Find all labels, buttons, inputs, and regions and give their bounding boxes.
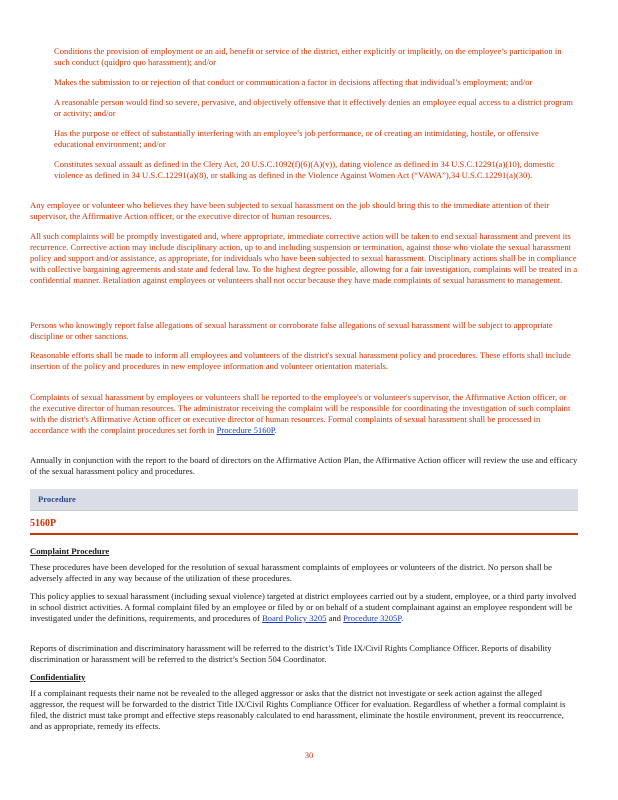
investigation-paragraph: All such complaints will be promptly investigated and, where appropriate, immediate corrective action will be taken to end sexual harassment and prevent its recurrence. Corrective action may include disciplinary action, up to and including suspension or termination, against those who violate the sexual harassment policy and support and/or assistance, as appropriate, for individuals who have been subjected to sexual harassment. Disciplinary actions shall be in compliance with collective bargaining agreements and state and federal law. To the highest degree possible, allowing for a fair investigation, complaints will be treated in a confidential manner. Retaliation against employees or volunteers shall not occur because they have made complaints of sexual harassment to management. — [30, 231, 578, 285]
bullet-icon — [30, 128, 54, 150]
confidentiality-heading — [30, 672, 85, 683]
procedure-code: 5160P — [30, 518, 578, 535]
complaints-paragraph — [30, 392, 578, 436]
bullet-text: Constitutes sexual assault as defined in the Clery Act, 20 U.S.C.1092(f)(6)(A)(v)), dating violence as defined in 34 U.S.C.12291(a)(10), domestic violence as defined in 34 U.S.C.12291(a)(8), or stalking as defined in the Violence Against Women Act (“VAWA”),34 U.S.C.12291(a)(30). — [54, 159, 555, 180]
procedure-section-bar — [30, 489, 578, 511]
list-item — [30, 46, 578, 68]
complaints-end: . — [274, 425, 277, 435]
policy-applies-end: . — [401, 613, 404, 623]
list-item — [30, 128, 578, 150]
list-item — [30, 77, 578, 88]
procedure-bar-label: Procedure — [38, 494, 76, 504]
policy-applies-text: This policy applies to sexual harassment (including sexual violence) targeted at district employees carried out by a student, employee, or a third party involved in school district activities. A formal complaint filed by an employee or filed by or on behalf of a student complainant against an employee respondent will be investigated under the definitions, requirements, and procedures of — [30, 591, 577, 623]
procedure-5160p-link[interactable]: Procedure 5160P — [216, 425, 275, 435]
procedure-3205p-link[interactable]: Procedure 3205P — [343, 613, 402, 623]
bullet-text: Has the purpose or effect of substantially interfering with an employee’s job performance, or of creating an intimidating, hostile, or offensive educational environment; and/or — [54, 128, 539, 149]
complaint-procedure-heading-text: Complaint Procedure — [30, 546, 110, 556]
discrimination-reports-paragraph: Reports of discrimination and discriminatory harassment will be referred to the district’s Title IX/Civil Rights Compliance Officer. Reports of disability discrimination or harassment will be referred to the district’s Section 504 Coordinator. — [30, 643, 552, 664]
complaint-procedure-heading — [30, 546, 109, 557]
bullet-icon — [30, 46, 54, 68]
bullet-list — [30, 46, 578, 190]
bullet-text: A reasonable person would find so severe, pervasive, and objectively offensive that it effectively denies an employee equal access to a district program or activity; and/or — [54, 97, 573, 118]
complaints-text: Complaints of sexual harassment by employees or volunteers shall be reported to the employee's or volunteer's supervisor, the Affirmative Action officer, or the executive director of human resources. The administrator receiving the complaint will be responsible for coordinating the investigation of such complaint with the district's Affirmative Action officer or executive director of human resources. Formal complaints of sexual harassment shall be processed in accordance with the complaint procedures set forth in — [30, 392, 571, 435]
and-text: and — [326, 613, 344, 623]
bullet-icon — [30, 97, 54, 119]
bullet-text: Conditions the provision of employment or an aid, benefit or service of the district, either explicitly or implicitly, on the employee’s participation in such conduct (quidpro quo harassment); and/or — [54, 46, 562, 67]
list-item — [30, 159, 578, 181]
false-allegations-paragraph: Persons who knowingly report false allegations of sexual harassment or corroborate false allegations of sexual harassment will be subject to appropriate discipline or other sanctions. — [30, 320, 553, 341]
procedures-intro-paragraph: These procedures have been developed for the resolution of sexual harassment complaints of employees or volunteers of the district. No person shall be adversely affected in any way because of the utilization of these procedures. — [30, 562, 552, 583]
confidentiality-paragraph: If a complainant requests their name not be revealed to the alleged aggressor or asks that the district not investigate or seek action against the alleged aggressor, the request will be forwarded to the district Title IX/Civil Rights Compliance Officer for evaluation. Regardless of whether a formal complaint is filed, the district must take prompt and effective steps reasonably calculated to end harassment, eliminate the hostile environment, prevent its reoccurrence, and as appropriate, remedy its effects. — [30, 688, 566, 731]
bullet-icon — [30, 159, 54, 181]
reporting-paragraph: Any employee or volunteer who believes they have been subjected to sexual harassment on the job should bring this to the immediate attention of their supervisor, the Affirmative Action officer, or the executive director of human resources. — [30, 200, 550, 221]
inform-paragraph: Reasonable efforts shall be made to inform all employees and volunteers of the district's sexual harassment policy and procedures. These efforts shall include insertion of the policy and procedures in new employee information and volunteer orientation materials. — [30, 350, 571, 371]
confidentiality-heading-text: Confidentiality — [30, 672, 86, 682]
policy-applies-paragraph — [30, 591, 578, 624]
list-item — [30, 97, 578, 119]
bullet-icon — [30, 77, 54, 88]
page-number: 30 — [304, 750, 314, 760]
bullet-text: Makes the submission to or rejection of that conduct or communication a factor in decisions affecting that individual’s employment; and/or — [54, 77, 533, 87]
board-policy-3205-link[interactable]: Board Policy 3205 — [261, 613, 327, 623]
annual-review-paragraph: Annually in conjunction with the report to the board of directors on the Affirmative Action Plan, the Affirmative Action officer will review the use and efficacy of the sexual harassment policy and procedures. — [30, 455, 578, 476]
